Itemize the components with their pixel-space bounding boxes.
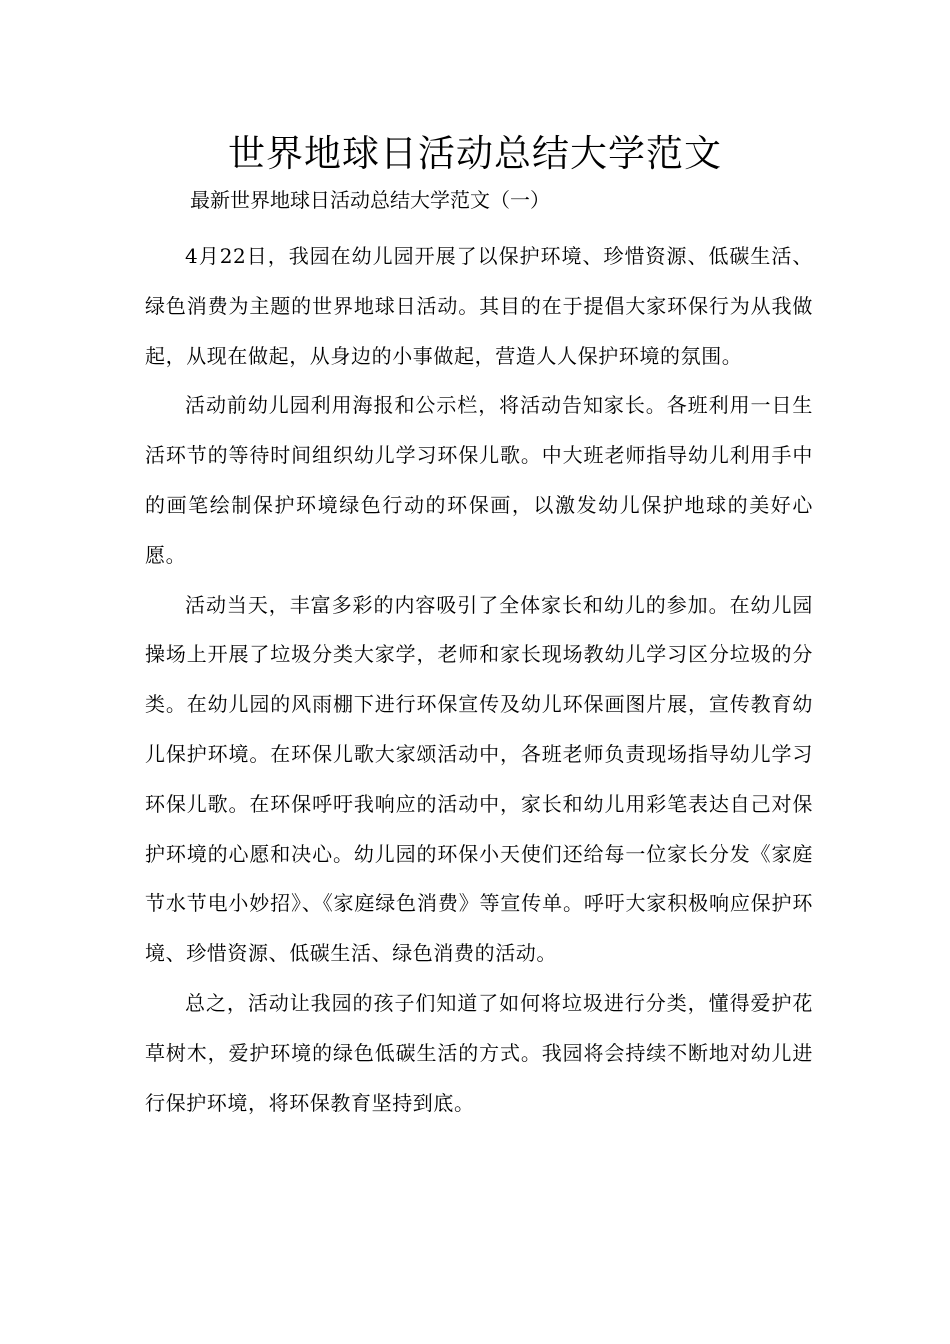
document-title: 世界地球日活动总结大学范文 <box>228 132 722 175</box>
document-body <box>145 232 813 1128</box>
paragraph-1: 4月22日，我园在幼儿园开展了以保护环境、珍惜资源、低碳生活、绿色消费为主题的世界地球日活动。其目的在于提倡大家环保行为从我做起，从现在做起，从身边的小事做起，营造人人保护环境的氛围。 <box>145 244 813 368</box>
paragraph-4: 总之，活动让我园的孩子们知道了如何将垃圾进行分类，懂得爱护花草树木，爱护环境的绿色低碳生活的方式。我园将会持续不断地对幼儿进行保护环境，将环保教育坚持到底。 <box>145 990 813 1115</box>
paragraph-3: 活动当天，丰富多彩的内容吸引了全体家长和幼儿的参加。在幼儿园操场上开展了垃圾分类大家学，老师和家长现场教幼儿学习区分垃圾的分类。在幼儿园的风雨棚下进行环保宣传及幼儿环保画图片展，宣传教育幼儿保护环境。在环保儿歌大家颂活动中，各班老师负责现场指导幼儿学习环保儿歌。在环保呼吁我响应的活动中，家长和幼儿用彩笔表达自己对保护环境的心愿和决心。幼儿园的环保小天使们还给每一位家长分发《家庭节水节电小妙招》、《家庭绿色消费》等宣传单。呼吁大家积极响应保护环境、珍惜资源、低碳生活、绿色消费的活动。 <box>145 592 813 966</box>
paragraph-2: 活动前幼儿园利用海报和公示栏，将活动告知家长。各班利用一日生活环节的等待时间组织幼儿学习环保儿歌。中大班老师指导幼儿利用手中的画笔绘制保护环境绿色行动的环保画，以激发幼儿保护地球的美好心愿。 <box>145 393 813 567</box>
document-subtitle: 最新世界地球日活动总结大学范文（一） <box>190 188 550 212</box>
